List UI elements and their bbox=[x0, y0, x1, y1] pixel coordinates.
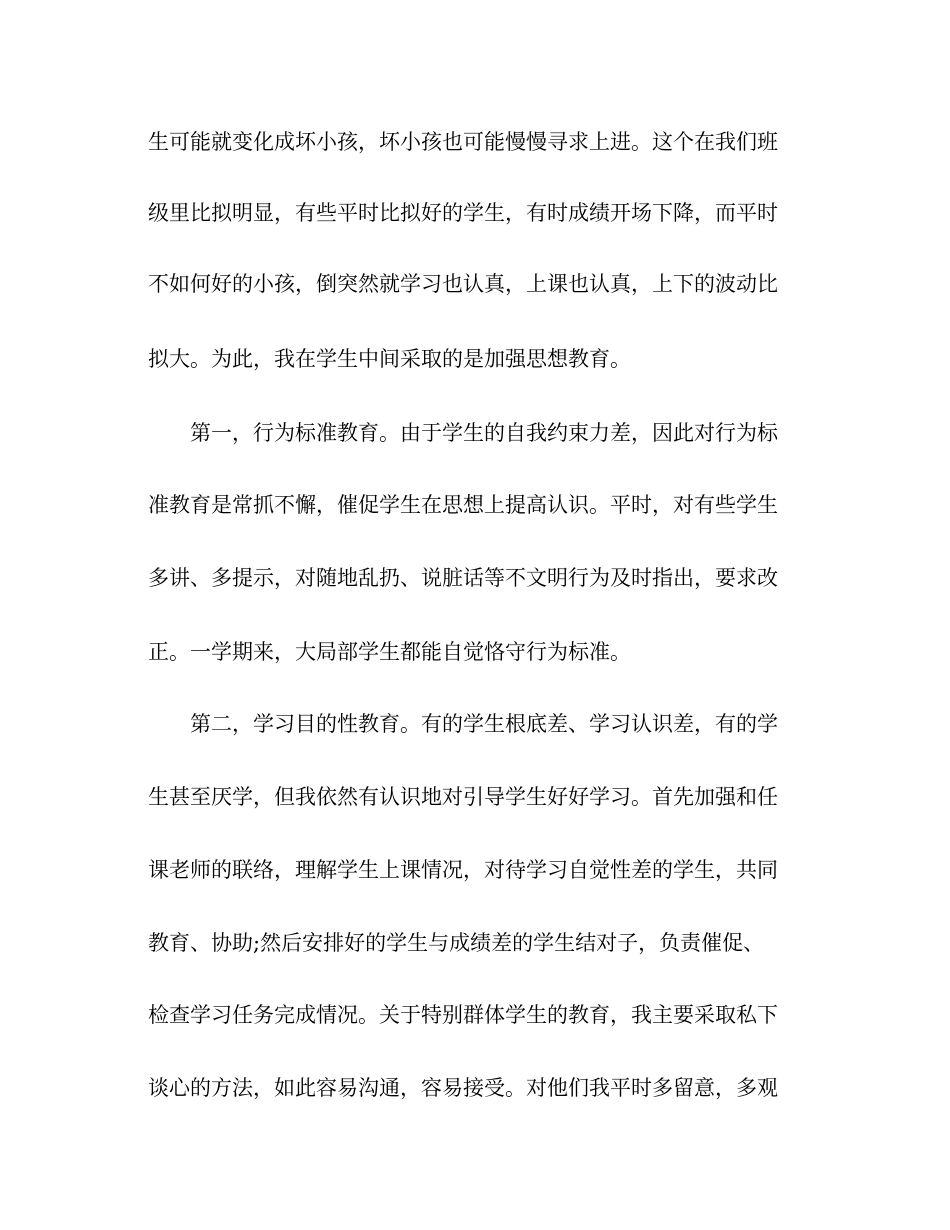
text-line: 生甚至厌学，但我依然有认识地对引导学生好好学习。首先加强和任 bbox=[148, 785, 778, 809]
text-line: 教育、协助;然后安排好的学生与成绩差的学生结对子，负责催促、 bbox=[148, 931, 765, 955]
paragraph-first-line: 第二，学习目的性教育。有的学生根底差、学习认识差，有的学 bbox=[190, 712, 778, 736]
text-line: 生可能就变化成坏小孩，坏小孩也可能慢慢寻求上进。这个在我们班 bbox=[148, 130, 778, 154]
text-line: 多讲、多提示，对随地乱扔、说脏话等不文明行为及时指出，要求改 bbox=[148, 566, 778, 590]
text-line: 不如何好的小孩，倒突然就学习也认真，上课也认真，上下的波动比 bbox=[148, 272, 778, 296]
text-line: 检查学习任务完成情况。关于特别群体学生的教育，我主要采取私下 bbox=[148, 1003, 778, 1027]
text-line: 正。一学期来，大局部学生都能自觉恪守行为标准。 bbox=[148, 640, 631, 664]
text-line: 课老师的联络，理解学生上课情况，对待学习自觉性差的学生，共同 bbox=[148, 858, 778, 882]
text-line: 拟大。为此，我在学生中间采取的是加强思想教育。 bbox=[148, 347, 631, 371]
text-line: 谈心的方法，如此容易沟通，容易接受。对他们我平时多留意，多观 bbox=[148, 1076, 778, 1100]
paragraph-first-line: 第一，行为标准教育。由于学生的自我约束力差，因此对行为标 bbox=[190, 421, 778, 445]
text-line: 准教育是常抓不懈，催促学生在思想上提高认识。平时，对有些学生 bbox=[148, 493, 778, 517]
text-line: 级里比拟明显，有些平时比拟好的学生，有时成绩开场下降，而平时 bbox=[148, 201, 778, 225]
